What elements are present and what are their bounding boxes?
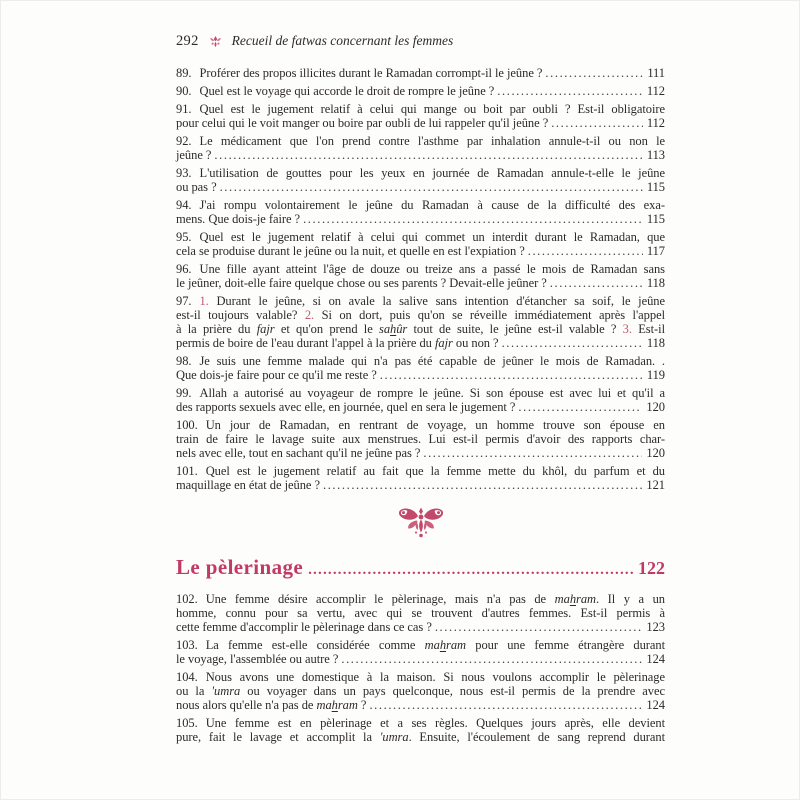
entry-text: ma: [554, 592, 570, 606]
toc-entry-100: [176, 418, 665, 460]
fleuron-icon: [208, 35, 223, 53]
toc-entry-103: [176, 638, 665, 666]
entry-number: 96.: [176, 262, 192, 276]
entry-text: fajr: [256, 322, 275, 336]
dot-leader: [220, 180, 643, 194]
entry-text: h: [439, 638, 447, 652]
entry-page-number: 120: [646, 400, 665, 414]
entry-text: Un jour de Ramadan, en rentrant de voyage, un homme trouve son épouse en: [205, 418, 665, 432]
dot-leader: [551, 116, 643, 130]
entry-text: 1.: [199, 294, 209, 308]
entry-text: Une femme désire accomplir le pèlerinage, mais n'a pas de: [205, 592, 555, 606]
entry-page-number: 121: [646, 478, 665, 492]
toc-entry-99: [176, 386, 665, 414]
entry-text: L'utilisation de gouttes pour les yeux en journée de Ramadan annule-t-elle le jeûne: [199, 166, 665, 180]
entry-page-number: 112: [646, 116, 665, 130]
entry-text: cette femme d'accomplir le pèlerinage dans ce cas ?: [176, 620, 432, 634]
book-page: [176, 33, 665, 744]
entry-page-number: 112: [646, 84, 665, 98]
entry-page-number: 118: [646, 276, 665, 290]
entry-text: ou pas ?: [176, 180, 217, 194]
toc-entry-91: [176, 102, 665, 130]
section-divider: [176, 505, 665, 546]
entry-number: 93.: [176, 166, 192, 180]
entry-text: Une fille ayant atteint l'âge de douze ou treize ans a passé le mois de Ramadan sans: [199, 262, 665, 276]
entry-page-number: 123: [646, 620, 665, 634]
entry-text: ram: [576, 592, 597, 606]
entry-text: Quel est le jugement relatif à celui qui commet un interdit durant le Ramadan, que: [199, 230, 665, 244]
entry-page-number: 124: [646, 652, 665, 666]
running-title: Recueil de fatwas concernant les femmes: [231, 33, 454, 48]
dot-leader: [380, 368, 643, 382]
toc-entry-89: [176, 66, 665, 80]
entry-text: J'ai rompu volontairement le jeûne du Ramadan à cause de la difficulté des exa-: [199, 198, 665, 212]
dot-leader: [545, 66, 643, 80]
toc-entry-98: [176, 354, 665, 382]
entry-text: ou la: [176, 684, 212, 698]
dot-leader: [502, 336, 643, 350]
dot-leader: [323, 478, 642, 492]
entry-text: ma: [424, 638, 440, 652]
entry-text: Durant le jeûne, si on avale la salive sans intention d'étancher sa soif, le jeûne: [208, 294, 665, 308]
toc-entry-92: [176, 134, 665, 162]
entry-text: ma: [316, 698, 332, 712]
entry-page-number: 124: [646, 698, 665, 712]
dot-leader: [435, 620, 643, 634]
entry-text: tout de suite, le jeûne est-il valable ?: [407, 322, 623, 336]
section-page-number: 122: [638, 558, 665, 578]
entry-text: Si on dort, puis qu'on se réveille immédiatement après l'appel: [314, 308, 665, 322]
entry-text: 'umra: [211, 684, 241, 698]
entry-text: Proférer des propos illicites durant le Ramadan corrompt-il le jeûne ?: [199, 66, 543, 80]
entry-text: cela se produise durant le jeûne ou la nuit, et quelle en est l'expiation ?: [176, 244, 525, 258]
entry-number: 91.: [176, 102, 192, 116]
entry-text: 'umra: [379, 730, 409, 744]
entry-text: . Il y a un: [596, 592, 665, 606]
dot-leader: [341, 652, 642, 666]
toc-entry-95: [176, 230, 665, 258]
entry-page-number: 120: [646, 446, 665, 460]
entry-text: ûr: [396, 322, 408, 336]
entry-number: 97.: [176, 294, 192, 308]
section-title: Le pèlerinage: [176, 555, 304, 579]
entry-text: Une femme est en pèlerinage et a ses règles. Quelques jours après, elle devient: [205, 716, 665, 730]
entry-text: pure, fait le lavage et accomplit la: [176, 730, 380, 744]
entry-page-number: 115: [646, 180, 665, 194]
dot-leader: [214, 148, 642, 162]
entry-text: 2.: [304, 308, 315, 322]
entry-text: Quel est le jugement relatif au fait que la femme mette du khôl, du parfum et du: [205, 464, 665, 478]
entry-text: jeûne ?: [176, 148, 212, 162]
toc-list-pilgrimage: [176, 592, 665, 744]
folio-number: 292: [176, 33, 199, 49]
entry-text: homme, connu pour sa vertu, avec qui se trouvent d'autres femmes. Est-il permis à: [176, 606, 665, 620]
entry-text: h: [331, 698, 338, 712]
toc-entry-90: [176, 84, 665, 98]
dot-leader: [369, 698, 642, 712]
entry-text: ou voyager dans un pays quelconque, nous est-il permis de la prendre avec: [240, 684, 665, 698]
toc-entry-105: [176, 716, 665, 744]
dot-leader: [550, 276, 643, 290]
entry-page-number: 115: [646, 212, 665, 226]
entry-text: le voyage, l'assemblée ou autre ?: [176, 652, 339, 666]
toc-entry-97: [176, 294, 665, 350]
entry-text: pour celui qui le voit manger ou boire par oubli de lui rappeler qu'il jeûne ?: [176, 116, 549, 130]
entry-text: Allah a autorisé au voyageur de rompre le jeûne. Si son épouse est avec lui et qu'il a: [199, 386, 665, 400]
dot-leader: [423, 446, 642, 460]
entry-text: Que dois-je faire pour ce qu'il me reste ?: [176, 368, 377, 382]
entry-number: 95.: [176, 230, 192, 244]
entry-number: 105.: [176, 716, 198, 730]
entry-number: 94.: [176, 198, 192, 212]
page-header: [176, 33, 665, 51]
toc-entry-93: [176, 166, 665, 194]
entry-text: Nous avons une domestique à la maison. Si nous voulons accomplir le pèlerinage: [205, 670, 665, 684]
toc-entry-104: [176, 670, 665, 712]
entry-number: 103.: [176, 638, 198, 652]
entry-text: Je suis une femme malade qui n'a pas été capable de jeûner le mois de Ramadan. .: [199, 354, 665, 368]
entry-text: Est-il: [631, 322, 665, 336]
entry-text: h: [390, 322, 397, 336]
entry-number: 98.: [176, 354, 192, 368]
toc-entry-102: [176, 592, 665, 634]
dot-leader: [303, 212, 643, 226]
dot-leader: [528, 244, 643, 258]
entry-page-number: 117: [646, 244, 665, 258]
entry-page-number: 118: [646, 336, 665, 350]
entry-text: des rapports sexuels avec elle, en journée, quel en sera le jugement ?: [176, 400, 516, 414]
entry-text: et qu'on prend le: [274, 322, 379, 336]
entry-text: Le médicament que l'on prend contre l'asthme par inhalation annule-t-il ou non le: [199, 134, 665, 148]
entry-text: nels avec elle, tout en sachant qu'il ne jeûne pas ?: [176, 446, 421, 460]
entry-text: nous alors qu'elle n'a pas de: [176, 698, 317, 712]
entry-number: 104.: [176, 670, 198, 684]
entry-text: ram: [337, 698, 358, 712]
entry-text: ram: [446, 638, 467, 652]
entry-number: 102.: [176, 592, 198, 606]
entry-text: ou non ?: [452, 336, 499, 350]
entry-text: sa: [379, 322, 391, 336]
entry-number: 101.: [176, 464, 198, 478]
dot-leader: [518, 400, 642, 414]
entry-text: maquillage en état de jeûne ?: [176, 478, 320, 492]
entry-text: train de faire le lavage suite aux menstrues. Lui est-il permis d'avoir des rapports char-: [176, 432, 665, 446]
section-dot-leader: [308, 561, 633, 579]
dot-leader: [497, 84, 643, 98]
entry-text: est-il toujours valable?: [176, 308, 305, 322]
entry-number: 100.: [176, 418, 198, 432]
entry-text: permis de boire de l'eau durant l'appel à la prière du: [176, 336, 435, 350]
entry-text: à la prière du: [176, 322, 257, 336]
toc-entry-101: [176, 464, 665, 492]
entry-page-number: 113: [646, 148, 665, 162]
entry-text: 3.: [622, 322, 632, 336]
entry-number: 90.: [176, 84, 192, 98]
entry-text: La femme est-elle considérée comme: [205, 638, 425, 652]
entry-text: le jeûner, doit-elle faire quelque chose ou ses parents ? Devait-elle jeûner ?: [176, 276, 547, 290]
entry-text: h: [569, 592, 577, 606]
floral-divider-icon: [397, 505, 445, 546]
entry-text: pour une femme étrangère durant: [466, 638, 665, 652]
toc-list-ramadan: [176, 66, 665, 492]
entry-page-number: 119: [646, 368, 665, 382]
entry-text: mens. Que dois-je faire ?: [176, 212, 301, 226]
entry-text: ?: [357, 698, 367, 712]
section-heading: [176, 555, 665, 580]
entry-number: 92.: [176, 134, 192, 148]
entry-number: 89.: [176, 66, 192, 80]
toc-entry-96: [176, 262, 665, 290]
entry-page-number: 111: [647, 66, 665, 80]
entry-number: 99.: [176, 386, 192, 400]
entry-text: fajr: [434, 336, 453, 350]
entry-text: . Ensuite, l'écoulement de sang reprend durant: [408, 730, 665, 744]
entry-text: Quel est le voyage qui accorde le droit de rompre le jeûne ?: [199, 84, 495, 98]
entry-text: Quel est le jugement relatif à celui qui mange ou boit par oubli ? Est-il obligatoire: [199, 102, 665, 116]
toc-entry-94: [176, 198, 665, 226]
